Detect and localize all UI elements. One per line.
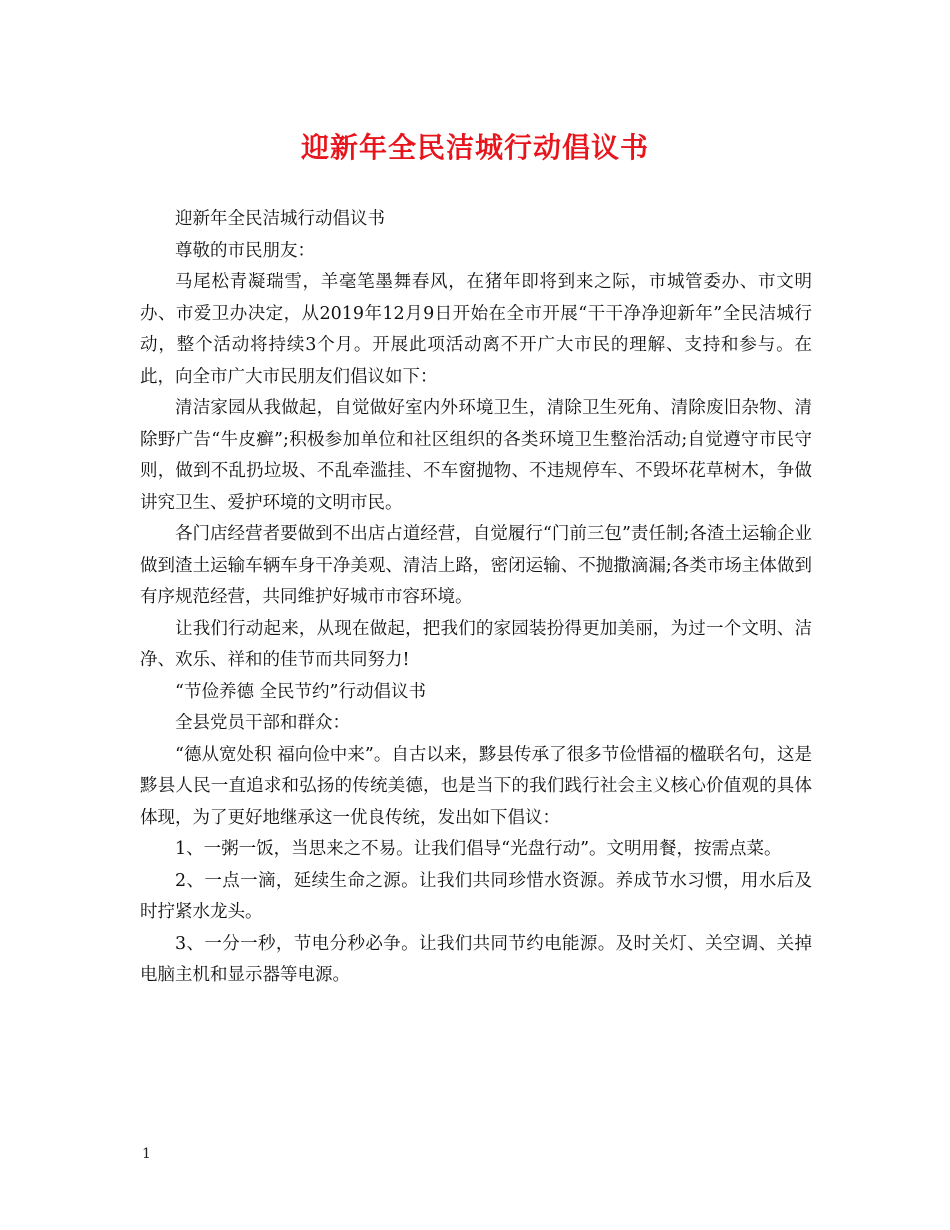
paragraph-item-2: 2、一点一滴，延续生命之源。让我们共同珍惜水资源。养成节水习惯，用水后及时拧紧水龙头。 <box>140 870 812 922</box>
page-number: 1 <box>142 1146 151 1162</box>
paragraph-second-intro: “德从宽处积 福向俭中来”。自古以来，黟县传承了很多节俭惜福的楹联名句，这是黟县人民一直追求和弘扬的传统美德，也是当下的我们践行社会主义核心价值观的具体体现，为了更好地继承这一优良传统，发出如下倡议： <box>140 744 812 828</box>
paragraph-household: 清洁家园从我做起，自觉做好室内外环境卫生，清除卫生死角、清除废旧杂物、清除野广告“牛皮癣”;积极参加单位和社区组织的各类环境卫生整治活动;自觉遵守市民守则，做到不乱扔垃圾、不乱牵滥挂、不车窗抛物、不违规停车、不毁坏花草树木，争做讲究卫生、爱护环境的文明市民。 <box>140 398 812 513</box>
paragraph-second-heading: “节俭养德 全民节约”行动倡议书 <box>175 681 426 702</box>
paragraph-call-to-action: 让我们行动起来，从现在做起，把我们的家园装扮得更加美丽，为过一个文明、洁净、欢乐、祥和的佳节而共同努力! <box>140 618 812 670</box>
document-body <box>140 204 812 992</box>
document-title: 迎新年全民洁城行动倡议书 <box>300 131 649 164</box>
paragraph-intro: 马尾松青凝瑞雪，羊毫笔墨舞春风，在猪年即将到来之际，市城管委办、市文明办、市爱卫办决定，从2019年12月9日开始在全市开展“干干净净迎新年”全民洁城行动，整个活动将持续3个月。开展此项活动离不开广大市民的理解、支持和参与。在此，向全市广大市民朋友们倡议如下： <box>140 272 812 387</box>
paragraph-business: 各门店经营者要做到不出店占道经营，自觉履行“门前三包”责任制;各渣土运输企业做到渣土运输车辆车身干净美观、清洁上路，密闭运输、不抛撒滴漏;各类市场主体做到有序规范经营，共同维护好城市市容环境。 <box>140 524 812 607</box>
paragraph-item-3: 3、一分一秒，节电分秒必争。让我们共同节约电能源。及时关灯、关空调、关掉电脑主机和显示器等电源。 <box>140 933 812 985</box>
paragraph-salutation: 尊敬的市民朋友： <box>175 240 315 261</box>
paragraph-heading-repeat: 迎新年全民洁城行动倡议书 <box>175 209 385 229</box>
paragraph-item-1: 1、一粥一饭，当思来之不易。让我们倡导“光盘行动”。文明用餐，按需点菜。 <box>175 839 782 859</box>
paragraph-second-salutation: 全县党员干部和群众： <box>175 713 350 733</box>
